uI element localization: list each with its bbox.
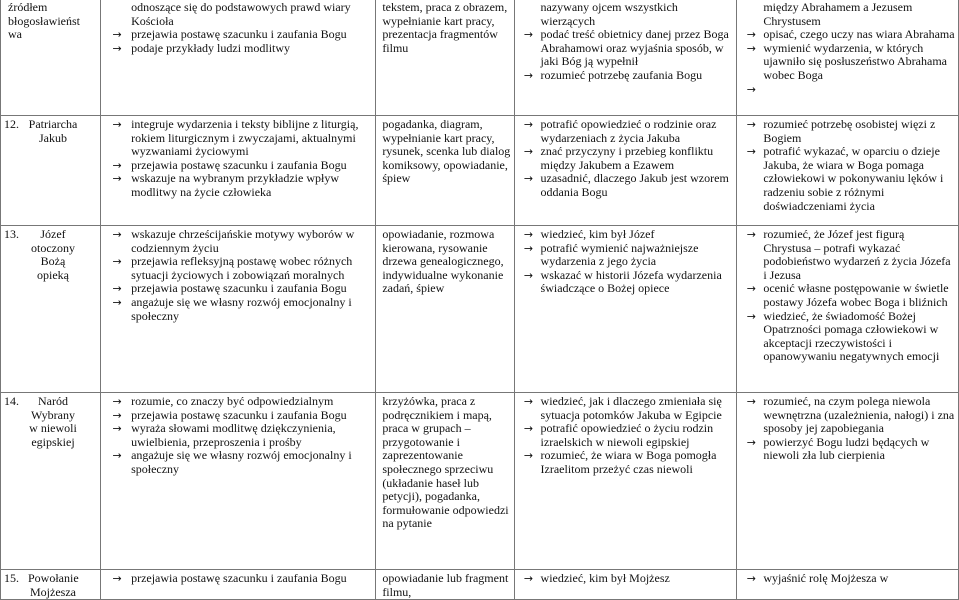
list-item [103,228,372,255]
arrow-bullet-icon: → [523,28,534,42]
list-item-text: opisać, czego uczy nas wiara Abrahama [763,27,955,42]
list-item-text: potrafić wymienić najważniejsze wydarzenia z jego życia [540,240,699,269]
arrow-bullet-icon: → [112,282,122,296]
list-item-text: znać przyczyny i przebieg konfliktu między Jakubem a Ezawem [540,144,714,172]
arrow-bullet-icon: → [746,118,756,131]
arrow-bullet-icon: → [523,241,534,255]
lesson-title: źródłem błogosławieńst wa [8,0,80,42]
lesson-number: 13. [4,227,19,241]
list-item [103,409,372,423]
list-item [517,172,734,199]
basic-requirements-cell [514,116,737,226]
list-item-text: podaje przykłady ludzi modlitwy [131,40,291,55]
list-item-text: wskazuje na wybranym przykładzie wpływ modlitwy na życie człowieka [131,171,340,199]
attitudes-cell [101,570,376,600]
lesson-cell [1,226,101,393]
methods-cell [376,0,514,116]
list-item [517,145,734,172]
methods-cell [376,226,514,393]
list-item [739,28,955,42]
arrow-bullet-icon: → [746,395,756,408]
list-item-text: angażuje się we własny rozwój emocjonalny i społeczny [131,448,352,476]
list-item-text: przejawia postawę szacunku i zaufania Bogu [131,571,347,585]
bullet-list [517,1,734,83]
list-item [739,228,955,282]
arrow-bullet-icon: → [746,309,756,323]
arrow-bullet-icon: → [112,28,122,42]
list-item-text: rozumieć, że Józef jest figurą Chrystusa – potrafi wykazać podobieństwo wydarzeń z życia Józefa i Jezusa [763,227,951,282]
list-item [739,83,955,97]
list-item [517,242,734,269]
list-item-text: przejawia refleksyjną postawę wobec różnych sytuacji życiowych i zobowiązań moralnych [131,254,353,282]
list-item-text: potrafić opowiedzieć o rodzinie oraz wydarzeniach z życia Jakuba [540,117,717,145]
list-item [103,255,372,282]
bullet-list [517,572,734,586]
list-item [103,28,372,42]
list-item-text: odnoszące się do podstawowych prawd wiary Kościoła [131,0,351,28]
arrow-bullet-icon: → [112,449,122,463]
lesson-title: Patriarcha Jakub [28,117,78,145]
list-item [739,436,955,463]
list-item [103,422,372,449]
list-item [103,282,372,296]
bullet-list [103,395,372,477]
lesson-cell [1,116,101,226]
methods-text: opowiadanie lub fragment filmu, [382,571,509,599]
arrow-bullet-icon: → [523,68,534,82]
methods-text: opowiadanie, rozmowa kierowana, rysowanie drzewa genealogicznego, indywidualne wykonanie zadań, śpiew [382,227,504,296]
list-item-text: wymienić wydarzenia, w których ujawniło się posłuszeństwo Abrahama wobec Boga [763,40,947,82]
bullet-list [103,1,372,55]
list-item-text: ocenić własne postępowanie w świetle postawy Józefa wobec Boga i bliźnich [763,281,949,309]
list-item-text: rozumieć potrzebę osobistej więzi z Bogiem [763,117,936,145]
list-item [739,42,955,83]
list-item [517,228,734,242]
table-row [1,393,959,570]
lesson-title: Józef otoczony Bożą opieką [31,227,75,282]
list-item-text: wiedzieć, jak i dlaczego zmieniała się sytuacja potomków Jakuba w Egipcie [540,394,722,422]
list-item [103,42,372,56]
list-item-text: rozumieć, że wiara w Boga pomogła Izraelitom przeżyć czas niewoli [540,448,717,476]
arrow-bullet-icon: → [746,145,756,159]
list-item-text: wiedzieć, że świadomość Bożej Opatrzności pomaga człowiekowi w akceptacji rzeczywistości i opanowywaniu negatywnych emocji [763,308,940,364]
arrow-bullet-icon: → [112,228,122,241]
lesson-number: 12. [4,117,19,131]
arrow-bullet-icon: → [523,228,534,241]
list-item [517,69,734,83]
list-item [517,395,734,422]
arrow-bullet-icon: → [112,41,122,55]
bullet-list [103,572,372,586]
bullet-list [517,228,734,296]
extended-requirements-cell [737,570,959,600]
list-item [103,118,372,159]
list-item [103,296,372,323]
list-item [103,449,372,476]
attitudes-cell [101,116,376,226]
list-item [517,572,734,586]
table-row [1,570,959,600]
arrow-bullet-icon: → [112,255,122,269]
arrow-bullet-icon: → [746,282,756,296]
list-item-text: rozumieć potrzebę zaufania Bogu [540,67,703,82]
arrow-bullet-icon: → [112,172,122,186]
arrow-bullet-icon: → [746,28,756,42]
list-item-text: potrafić wykazać, w oparciu o dzieje Jakuba, że wiara w Boga pomaga człowiekowi w pokonywaniu lęków i radzeniu sobie z różnymi doświadczeniami życia [763,144,944,213]
arrow-bullet-icon: → [112,408,122,422]
attitudes-cell [101,393,376,570]
basic-requirements-cell [514,393,737,570]
bullet-list [103,118,372,200]
list-item-text: między Abrahamem a Jezusem Chrystusem [763,0,913,28]
list-item [739,395,955,436]
methods-cell [376,393,514,570]
list-item [103,1,372,28]
list-item-text: przejawia postawę szacunku i zaufania Bogu [131,27,347,42]
list-item-text: powierzyć Bogu ludzi będących w niewoli zła lub cierpienia [763,434,930,463]
arrow-bullet-icon: → [112,118,122,131]
list-item [739,1,955,28]
lesson-cell [1,393,101,570]
methods-cell [376,116,514,226]
table-body [1,0,959,600]
arrow-bullet-icon: → [112,295,122,309]
lesson-number: 15. [4,571,19,585]
list-item [517,118,734,145]
methods-text: tekstem, praca z obrazem, wypełnianie kart pracy, prezentacja fragmentów filmu [382,0,508,55]
attitudes-cell [101,226,376,393]
list-item-text: uzasadnić, dlaczego Jakub jest wzorem oddania Bogu [540,171,729,199]
list-item-text [763,83,955,97]
arrow-bullet-icon: → [523,395,534,408]
methods-text: pogadanka, diagram, wypełnianie kart pracy, rysunek, scenka lub dialog komiksowy, opowiadanie, śpiew [382,117,511,186]
lesson-cell [1,0,101,116]
methods-cell [376,570,514,600]
list-item-text: przejawia postawę szacunku i zaufania Bogu [131,281,347,296]
list-item-text: rozumieć, na czym polega niewola wewnętrzna (uzależnienia, nałogi) i zna sposoby jej zapobiegania [763,394,955,436]
arrow-bullet-icon: → [746,82,756,96]
list-item-text: wiedzieć, kim był Mojżesz [540,571,670,585]
list-item-text: rozumie, co znaczy być odpowiedzialnym [131,394,334,408]
extended-requirements-cell [737,393,959,570]
table-row [1,0,959,116]
list-item-text: wyjaśnić rolę Mojżesza w [763,571,889,585]
bullet-list [103,228,372,323]
arrow-bullet-icon: → [523,268,534,282]
arrow-bullet-icon: → [523,422,534,436]
bullet-list [517,395,734,477]
table-row [1,226,959,393]
bullet-list [739,395,955,463]
arrow-bullet-icon: → [523,449,534,463]
arrow-bullet-icon: → [523,572,534,585]
arrow-bullet-icon: → [523,172,534,186]
basic-requirements-cell [514,0,737,116]
arrow-bullet-icon: → [746,228,756,241]
bullet-list [739,118,955,213]
list-item-text: podać treść obietnicy danej przez Boga Abrahamowi oraz wyjaśnia sposób, w jaki Bóg ją wypełnił [540,27,729,69]
list-item [103,395,372,409]
list-item-text: wskazuje chrześcijańskie motywy wyborów w codziennym życiu [131,227,355,255]
bullet-list [517,118,734,200]
lesson-title: Powołanie Mojżesza [28,571,79,599]
list-item-text: wyraża słowami modlitwę dziękczynienia, uwielbienia, przeproszenia i prośby [131,421,336,449]
list-item-text: przejawia postawę szacunku i zaufania Bogu [131,157,347,172]
list-item-text: integruje wydarzenia i teksty biblijne z liturgią, rokiem liturgicznym i zwyczajami, aktualnymi wyzwaniami życiowymi [131,117,359,159]
list-item-text: nazywany ojcem wszystkich wierzących [540,0,678,28]
methods-text: krzyżówka, praca z podręcznikiem i mapą, praca w grupach – przygotowanie i zaprezentowanie społecznego sprzeciwu (układanie haseł lub petycji), pogadanka, formułowanie odpowiedzi na pytanie [382,394,509,531]
list-item [739,282,955,309]
lesson-cell [1,570,101,600]
bullet-list [739,228,955,364]
arrow-bullet-icon: → [746,41,756,55]
arrow-bullet-icon: → [112,158,122,172]
basic-requirements-cell [514,570,737,600]
attitudes-cell [101,0,376,116]
arrow-bullet-icon: → [112,422,122,436]
list-item-text: potrafić opowiedzieć o życiu rodzin izraelskich w niewoli egipskiej [540,421,714,449]
bullet-list [739,1,955,96]
list-item [739,572,955,586]
list-item [739,310,955,364]
list-item [103,172,372,199]
extended-requirements-cell [737,0,959,116]
list-item-text: wskazać w historii Józefa wydarzenia świadczące o Bożej opiece [540,267,722,296]
extended-requirements-cell [737,116,959,226]
list-item [517,28,734,69]
arrow-bullet-icon: → [112,572,122,585]
list-item-text: angażuje się we własny rozwój emocjonalny i społeczny [131,294,352,323]
lesson-number: 14. [4,394,19,408]
basic-requirements-cell [514,226,737,393]
bullet-list [739,572,955,586]
list-item-text: przejawia postawę szacunku i zaufania Bogu [131,407,347,422]
list-item [517,269,734,296]
list-item [517,422,734,449]
list-item [739,145,955,213]
list-item [103,159,372,173]
arrow-bullet-icon: → [746,572,756,585]
arrow-bullet-icon: → [746,435,756,449]
list-item [103,572,372,586]
list-item-text: wiedzieć, kim był Józef [540,227,655,241]
arrow-bullet-icon: → [112,395,122,408]
list-item [517,1,734,28]
arrow-bullet-icon: → [523,118,534,131]
extended-requirements-cell [737,226,959,393]
lesson-title: Naród Wybrany w niewoli egipskiej [29,394,77,449]
arrow-bullet-icon: → [523,145,534,159]
table-row [1,116,959,226]
list-item [517,449,734,476]
list-item [739,118,955,145]
